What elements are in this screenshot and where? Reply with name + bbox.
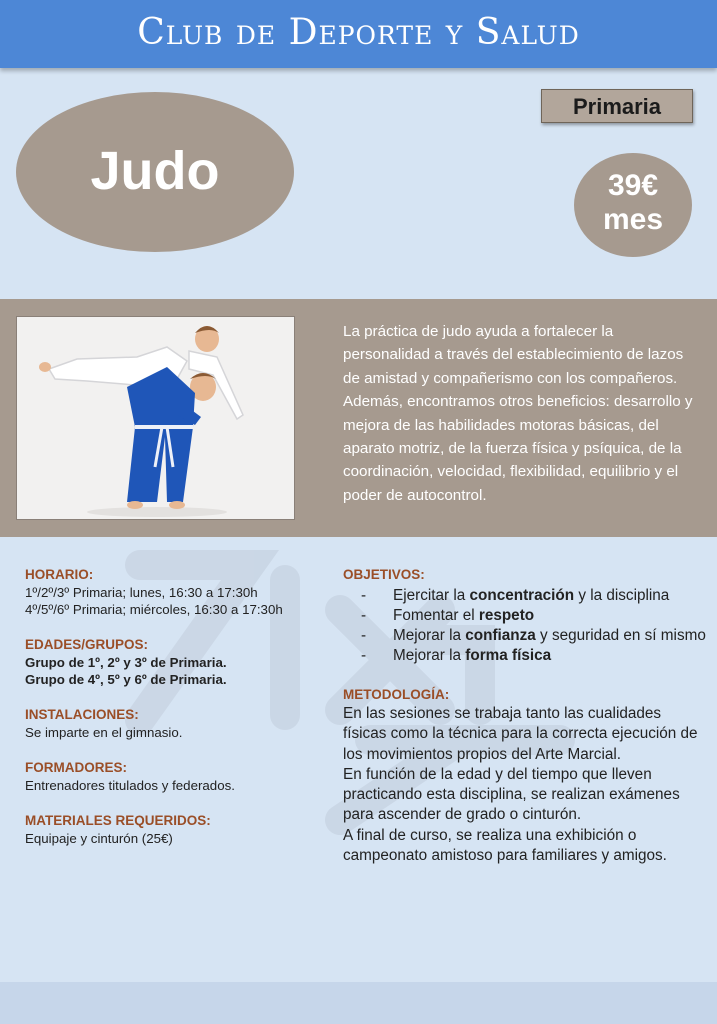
metodologia-paragraph: En las sesiones se trabaja tanto las cualidades físicas como la técnica para la correcta ejecución de los movimientos propios del Arte Marcial.: [343, 705, 698, 763]
price-label: [574, 169, 692, 237]
price-period: mes: [602, 203, 664, 236]
objetivo-item: - Mejorar la confianza y seguridad en sí mismo: [361, 627, 706, 644]
sport-title: Judo: [90, 141, 220, 201]
edades-line: Grupo de 1º, 2º y 3º de Primaria.: [25, 655, 227, 670]
edades-heading: EDADES/GRUPOS:: [25, 637, 149, 652]
metodologia-heading: METODOLOGÍA:: [343, 687, 450, 702]
objetivo-item: - Ejercitar la concentración y la disciplina: [361, 587, 670, 604]
header-bar: [0, 0, 717, 68]
left-column: [25, 567, 325, 847]
footer-band: [0, 982, 717, 1024]
metodologia-text: [343, 704, 708, 866]
horario-text: [25, 584, 325, 618]
instalaciones-heading: INSTALACIONES:: [25, 707, 139, 722]
horario-line: 4º/5º/6º Primaria; miércoles, 16:30 a 17:30h: [25, 602, 283, 617]
objetivos-list: [343, 586, 708, 666]
club-title: Club de Deporte y Salud: [137, 12, 580, 53]
horario-line: 1º/2º/3º Primaria; lunes, 16:30 a 17:30h: [25, 585, 258, 600]
horario-heading: HORARIO:: [25, 567, 94, 582]
judo-photo: [16, 316, 295, 520]
edades-text: [25, 654, 325, 688]
objetivo-item: - Mejorar la forma física: [361, 647, 552, 664]
objetivos-heading: OBJETIVOS:: [343, 567, 425, 582]
objetivo-item: - Fomentar el respeto: [361, 607, 535, 624]
metodologia-paragraph: En función de la edad y del tiempo que lleven practicando esta disciplina, se realizan exámenes para ascender de grado o cinturón.: [343, 765, 680, 824]
formadores-heading: FORMADORES:: [25, 760, 127, 775]
right-column: [343, 567, 708, 866]
materiales-heading: MATERIALES REQUERIDOS:: [25, 813, 211, 828]
formadores-text: Entrenadores titulados y federados.: [25, 778, 235, 793]
metodologia-paragraph: A final de curso, se realiza una exhibición o campeonato amistoso para familiares y amigos.: [343, 826, 667, 865]
edades-line: Grupo de 4º, 5º y 6º de Primaria.: [25, 672, 227, 687]
level-badge: Primaria: [541, 89, 693, 123]
sport-description: La práctica de judo ayuda a fortalecer la personalidad a través del establecimiento de lazos de amistad y compañerismo con los compañeros. Además, encontramos otros beneficios: desarrollo y mejora de las habilidades motoras básicas, del aparato motriz, de la fuerza física y psíquica, de la coordinación, velocidad, flexibilidad, equilibrio y el poder de autocontrol.: [343, 323, 693, 504]
materiales-text: Equipaje y cinturón (25€): [25, 831, 173, 846]
judo-kids-illustration: [17, 317, 295, 520]
instalaciones-text: Se imparte en el gimnasio.: [25, 725, 183, 740]
price-amount: 39€: [607, 169, 659, 202]
